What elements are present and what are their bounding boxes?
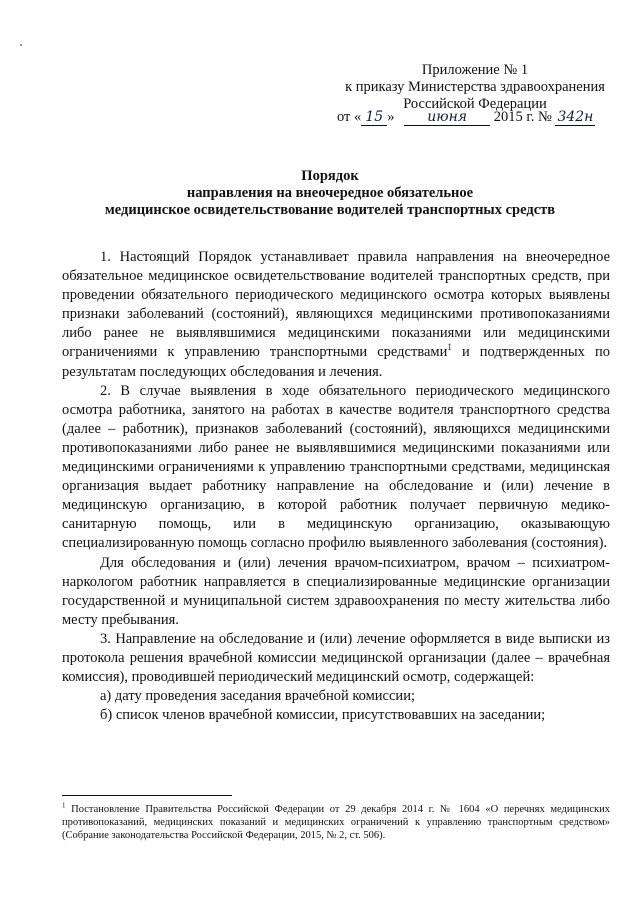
scan-speck [20,44,22,46]
paragraph-5: а) дату проведения заседания врачебной комиссии; [100,688,415,705]
handwritten-order-number: 342н [555,110,595,126]
handwritten-day: 15 [361,110,387,126]
date-prefix: от « [337,109,362,125]
appendix-header [330,62,620,113]
ministry-country: Российской Федерации [403,96,547,112]
paragraph-4: 3. Направление на обследование и (или) лечение оформляется в виде выписки из протокола решения врачебной комиссии медицинской организации (далее – врачебная комиссия), проводившей периодический медицинский осмотр, содержащей: [62,630,610,686]
order-reference: к приказу Министерства здравоохранения [345,79,605,95]
footnote [62,803,610,842]
title-line-3: медицинское освидетельствование водителей транспортных средств [104,202,556,218]
title-line-2: направления на внеочередное обязательное [186,185,474,201]
year-and-number-label: 2015 г. № [493,109,552,125]
order-date-line [337,108,622,126]
footnote-mark: 1 [62,801,66,810]
date-mid: » [387,109,395,125]
appendix-number: Приложение № 1 [421,62,529,78]
paragraph-2: 2. В случае выявления в ходе обязательного периодического медицинского осмотра работника, занятого на работах в качестве водителя транспортного средства (далее – работник), признаков заболеваний (состояний), являющихся медицинскими противопоказаниями либо ранее не выявлявшимися медицинскими показаниями или медицинскими ограничениями к управлению транспортными средствами, медицинская организация выдает работнику направление на обследование и (или) лечение в медицинскую организацию, в которой работник получает первичную медико-санитарную помощь, или в медицинскую организацию, оказывающую специализированную помощь согласно профилю выявленного заболевания (состояния). [62,382,610,552]
footnote-text: Постановление Правительства Российской Федерации от 29 декабря 2014 г. № 1604 «О перечнях медицинских противопоказаний, медицинских показаний и медицинских ограничений к управлению транспортным средством» (Собрание законодательства Российской Федерации, 2015, № 2, ст. 506). [62,804,610,841]
document-title [60,168,600,219]
paragraph-6: б) список членов врачебной комиссии, присутствовавших на заседании; [100,707,546,724]
paragraph-1 [62,248,610,382]
paragraph-3: Для обследования и (или) лечения врачом-психиатром, врачом – психиатром-наркологом работник направляется в специализированные медицинские организации государственной и муниципальной систем здравоохранения по месту жительства либо месту пребывания. [62,554,610,628]
document-body [62,248,610,725]
handwritten-month: июня [404,110,490,126]
footnote-divider [62,795,232,796]
title-line-1: Порядок [301,168,359,184]
paragraph-1-tail: и подтвержденных по результатам последующих обследования и лечения. [62,344,610,380]
paragraph-1-text: 1. Настоящий Порядок устанавливает правила направления на внеочередное обязательное медицинское освидетельствование водителей транспортных средств, при проведении обязательного периодического медицинского осмотра которых выявлены признаки заболеваний (состояний), являющихся медицинскими противопоказаниями либо ранее не выявлявшимися медицинскими показаниями или медицинскими ограничениями к управлению транспортными средствами [62,249,610,361]
footnote-reference: 1 [447,342,452,353]
